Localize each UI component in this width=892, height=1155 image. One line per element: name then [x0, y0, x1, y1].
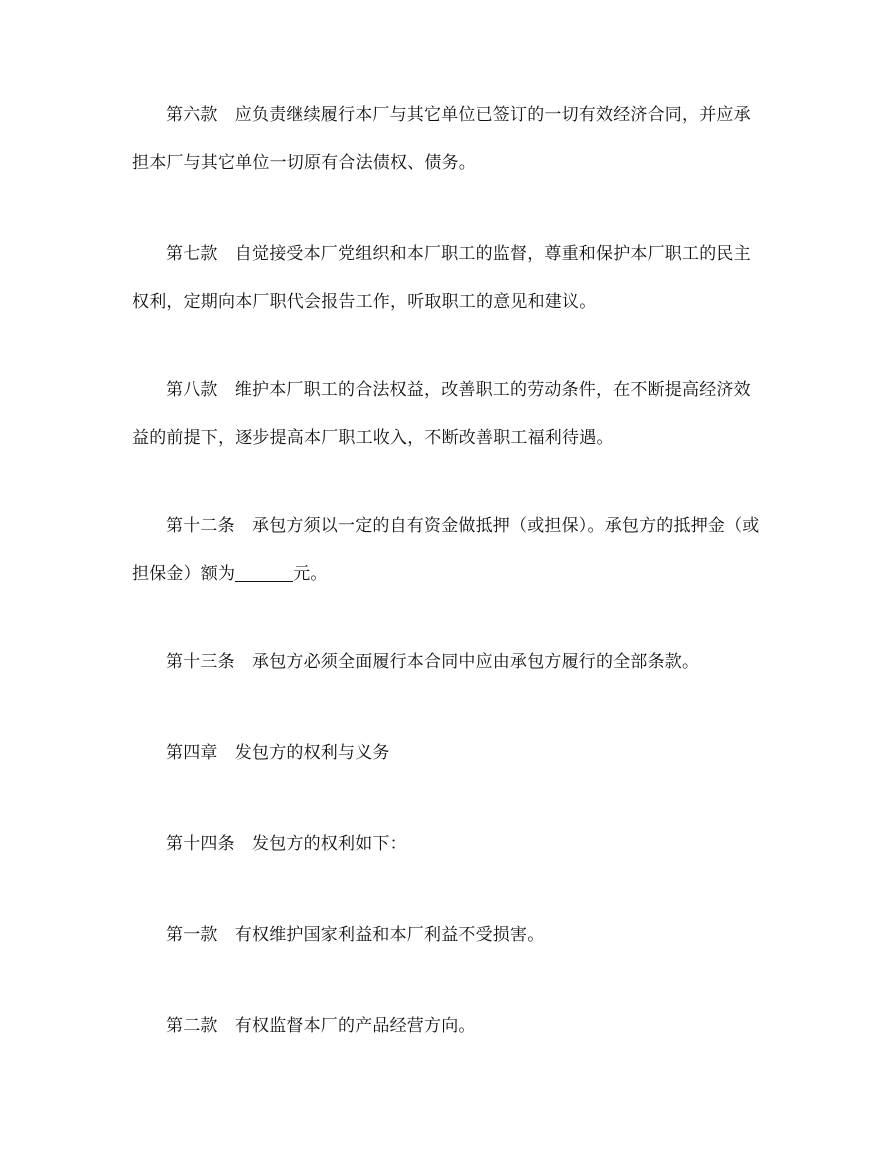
paragraph-line: 第七款 自觉接受本厂党组织和本厂职工的监督，尊重和保护本厂职工的民主 [166, 244, 751, 264]
paragraph-line-with-blank [132, 550, 764, 598]
paragraph-line: 第二款 有权监督本厂的产品经营方向。 [166, 1016, 476, 1036]
paragraph-line: 第六款 应负责继续履行本厂与其它单位已签订的一切有效经济合同，并应承 [166, 105, 751, 125]
paragraph-line-prefix: 担保金）额为 [132, 564, 236, 584]
paragraph-line: 第四章 发包方的权利与义务 [166, 743, 390, 763]
paragraph-line: 益的前提下，逐步提高本厂职工收入，不断改善职工福利待遇。 [132, 428, 614, 448]
paragraph-line: 担本厂与其它单位一切原有合法债权、债务。 [132, 153, 476, 173]
article-13-paragraph [132, 638, 764, 686]
paragraph-line: 第十三条 承包方必须全面履行本合同中应由承包方履行的全部条款。 [166, 652, 700, 672]
paragraph-line-suffix: 元。 [293, 564, 328, 584]
paragraph-line: 第十二条 承包方须以一定的自有资金做抵押（或担保）。承包方的抵押金（或 [166, 516, 760, 536]
paragraph-line: 权利，定期向本厂职代会报告工作，听取职工的意见和建议。 [132, 292, 597, 312]
article-12-paragraph [132, 502, 764, 598]
clause-1-paragraph [132, 911, 764, 959]
paragraph-line: 第十四条 发包方的权利如下： [166, 834, 407, 854]
chapter-4-heading [132, 729, 764, 777]
clause-8-paragraph [132, 366, 764, 462]
clause-7-paragraph [132, 230, 764, 326]
paragraph-line: 第一款 有权维护国家利益和本厂利益不受损害。 [166, 925, 545, 945]
paragraph-line: 第八款 维护本厂职工的合法权益，改善职工的劳动条件，在不断提高经济效 [166, 380, 751, 400]
clause-6-paragraph [132, 91, 764, 187]
article-14-paragraph [132, 820, 764, 868]
fill-in-blank [235, 564, 293, 582]
clause-2-paragraph [132, 1002, 764, 1050]
